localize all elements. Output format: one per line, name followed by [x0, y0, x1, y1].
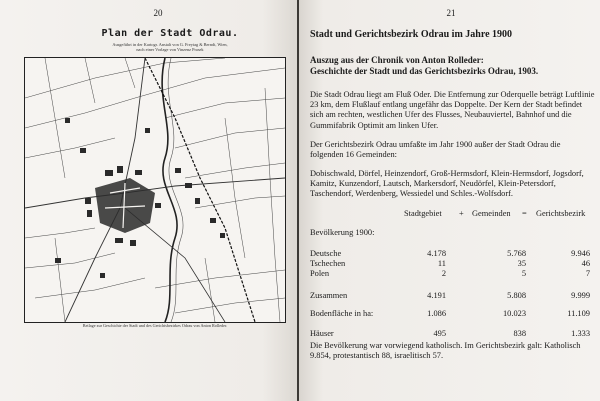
table-row [310, 291, 595, 301]
cell-gerichtsbezirk: 11.109 [567, 309, 590, 318]
map-subtitle-source: nach einer Vorlage von Vinzenz Prasek [136, 47, 204, 52]
header-equals: = [522, 209, 527, 218]
cell-stadtgebiet: 11 [437, 259, 446, 268]
table-row [310, 259, 595, 269]
table-row [310, 249, 595, 259]
cell-gemeinden: 5.768 [507, 249, 526, 258]
map-title: Plan der Stadt Odrau. [101, 28, 239, 39]
cell-gerichtsbezirk: 9.946 [571, 249, 590, 258]
cell-stadtgebiet: 4.178 [427, 249, 446, 258]
table-header [310, 209, 595, 219]
table-row [310, 269, 595, 279]
row-label: Deutsche [310, 249, 342, 258]
paragraph-location: Die Stadt Odrau liegt am Fluß Oder. Die Entfernung zur Oderquelle beträgt Luftlinie 23 km, dem Flußlauf entlang ungefähr das Doppelte. Der Kern der Stadt befindet sich am rechten, westlichen Ufer des Flusses, Neubauviertel, Bahnhof und die Gummifabrik Optimit am linken Ufer. [310, 90, 595, 130]
cell-gemeinden: 5 [521, 269, 526, 278]
subtitle [310, 55, 595, 77]
table-section-label [310, 228, 595, 238]
row-label: Häuser [310, 329, 334, 338]
cell-gerichtsbezirk: 46 [581, 259, 590, 268]
paragraph-religion: Die Bevölkerung war vorwiegend katholisch. Im Gerichtsbezirk galt: Katholisch 9.854, protestantisch 88, israelitisch 57. [310, 341, 581, 361]
map-caption: Beilage zur Geschichte der Stadt und des Gerichtsbezirkes Odrau von Anton Rolleder. [82, 323, 228, 328]
page-number-left: 20 [153, 8, 163, 18]
map-subtitle: Ausgeführt in der Kartogr. Anstalt von G. Freytag & Berndt, Wien, [112, 42, 228, 47]
cell-stadtgebiet: 4.191 [427, 291, 446, 300]
left-page [0, 0, 298, 401]
town-map-drawing [25, 58, 285, 322]
cell-gemeinden: 10.023 [502, 309, 526, 318]
cell-gerichtsbezirk: 9.999 [571, 291, 590, 300]
row-label: Bodenfläche in ha: [310, 309, 374, 318]
row-label: Polen [310, 269, 330, 278]
cell-stadtgebiet: 1.086 [427, 309, 446, 318]
cell-gerichtsbezirk: 7 [585, 269, 590, 278]
header-stadtgebiet: Stadtgebiet [404, 209, 442, 218]
subtitle-line-2: Geschichte der Stadt und das Gerichtsbezirks Odrau, 1903. [310, 66, 539, 76]
subtitle-line-1: Auszug aus der Chronik von Anton Rolleder: [310, 55, 484, 65]
table-row [310, 309, 595, 319]
cell-stadtgebiet: 495 [433, 329, 446, 338]
cell-gemeinden: 838 [513, 329, 526, 338]
paragraph-communities: Dobischwald, Dörfel, Heinzendorf, Groß-Hermsdorf, Klein-Hermsdorf, Jogsdorf, Kamitz, Kunzendorf, Lautsch, Markersdorf, Neudörfel, Klein-Petersdorf, Taschendorf, Werdenberg, Wessiedel und Schles.-Wolfsdorf. [310, 169, 584, 199]
table-row [310, 329, 595, 339]
row-label: Zusammen [310, 291, 348, 300]
cell-stadtgebiet: 2 [441, 269, 446, 278]
cell-gemeinden: 35 [517, 259, 526, 268]
town-map [24, 57, 286, 323]
cell-gerichtsbezirk: 1.333 [571, 329, 590, 338]
cell-gemeinden: 5.808 [507, 291, 526, 300]
page-title: Stadt und Gerichtsbezirk Odrau im Jahre 1900 [310, 29, 513, 40]
header-gemeinden: Gemeinden [472, 209, 511, 218]
header-gerichtsbezirk: Gerichtsbezirk [536, 209, 586, 218]
row-label: Tschechen [310, 259, 346, 268]
paragraph-district: Der Gerichtsbezirk Odrau umfaßte im Jahr 1900 außer der Stadt Odrau die folgenden 16 Gemeinden: [310, 140, 561, 160]
page-number-right: 21 [446, 8, 456, 18]
section-label: Bevölkerung 1900: [310, 228, 375, 237]
header-plus: + [459, 209, 464, 218]
